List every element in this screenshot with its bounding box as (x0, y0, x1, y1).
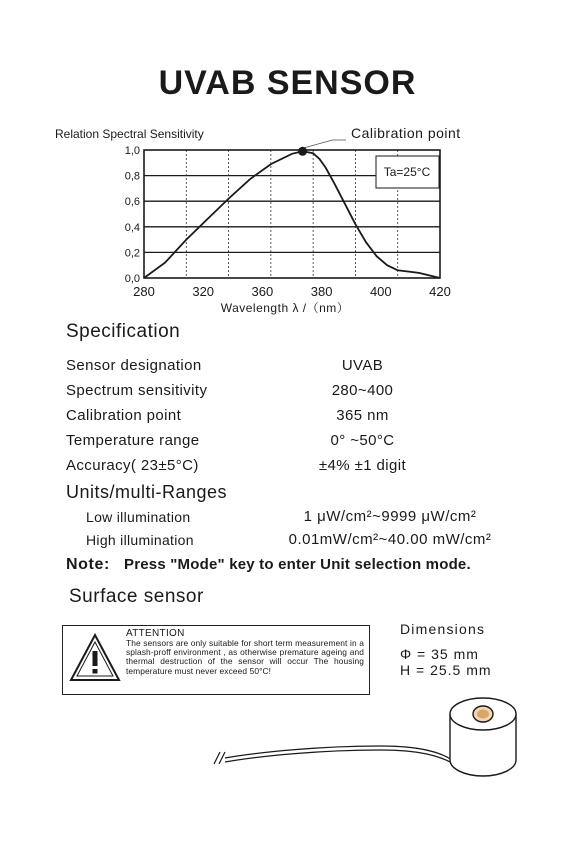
cylinder-sensor-icon (200, 680, 530, 780)
spectral-sensitivity-chart (0, 0, 575, 330)
y-tick-label: 0,8 (124, 170, 140, 183)
y-tick-label: 0,4 (124, 221, 140, 234)
x-tick-labels (133, 284, 451, 299)
dimension-height: H = 25.5 mm (400, 662, 492, 678)
spec-label-designation: Sensor designation (66, 357, 202, 374)
note-text: Press "Mode" key to enter Unit selection mode. (124, 556, 471, 573)
specification-heading: Specification (66, 321, 181, 342)
x-tick-label: 380 (310, 284, 333, 299)
spec-value-calibration: 365 nm (336, 407, 389, 424)
spec-label-spectrum: Spectrum sensitivity (66, 382, 208, 399)
calibration-point-annotation: Calibration point (351, 125, 461, 141)
condition-label: Ta=25°C (383, 165, 431, 179)
spec-value-temperature: 0° ~50°C (330, 432, 395, 449)
x-tick-label: 420 (429, 284, 451, 299)
note-label: Note: (66, 556, 110, 573)
x-tick-label: 360 (251, 284, 274, 299)
y-tick-label: 0,0 (124, 273, 140, 285)
attention-text: The sensors are only suitable for short term measurement in a splash-proff environment , as otherwise premature ageing and thermal destruction of the sensor will occur The housing temperature must never exceed 50°C! (126, 638, 364, 676)
y-tick-labels (125, 145, 140, 285)
spec-value-spectrum: 280~400 (331, 382, 394, 399)
spec-value-accuracy: ±4% ±1 digit (318, 457, 407, 474)
range-label-high: High illumination (86, 532, 194, 548)
x-tick-label: 320 (192, 284, 215, 299)
y-tick-label: 0,2 (124, 247, 140, 260)
range-label-low: Low illumination (86, 509, 191, 525)
spec-label-calibration: Calibration point (66, 407, 182, 424)
warning-triangle-icon (69, 633, 121, 683)
calibration-point-marker (298, 147, 307, 156)
chart-xlabel: Wavelength λ /（nm） (220, 301, 350, 315)
ranges-heading: Units/multi-Ranges (66, 482, 228, 502)
range-value-low: 1 μW/cm²~9999 μW/cm² (303, 508, 477, 525)
attention-title: ATTENTION (126, 628, 185, 639)
range-value-high: 0.01mW/cm²~40.00 mW/cm² (288, 531, 492, 548)
page-title: UVAB SENSOR (158, 64, 417, 102)
dimensions-title: Dimensions (400, 621, 486, 637)
surface-sensor-heading: Surface sensor (69, 586, 204, 607)
spec-value-designation: UVAB (341, 357, 384, 374)
spec-label-accuracy: Accuracy( 23±5°C) (66, 457, 199, 474)
chart-ylabel: Relation Spectral Sensitivity (55, 127, 204, 141)
x-tick-label: 280 (133, 284, 155, 299)
spec-label-temperature: Temperature range (66, 432, 200, 449)
dimension-diameter: Φ = 35 mm (400, 646, 479, 662)
x-tick-label: 400 (369, 284, 392, 299)
calibration-leader-line (303, 140, 333, 148)
y-tick-label: 1,0 (124, 145, 140, 157)
y-tick-label: 0,6 (124, 196, 140, 209)
